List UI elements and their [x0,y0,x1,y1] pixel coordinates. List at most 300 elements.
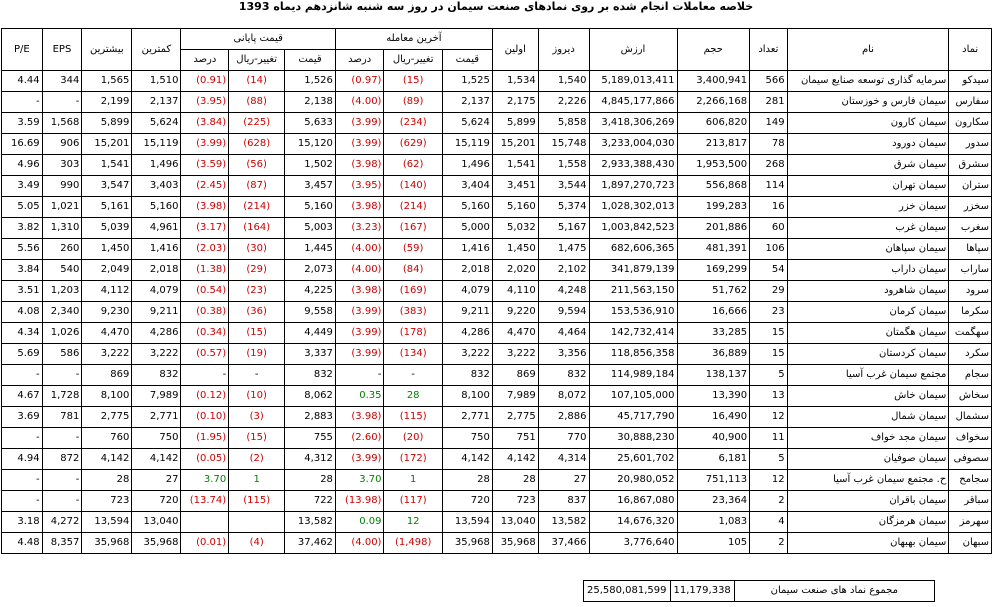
cell-symbol: سبهان [949,533,992,554]
cell-final-change: (3) [229,407,285,428]
cell-last-change: 12 [384,512,442,533]
cell-symbol: سدور [949,134,992,155]
cell-symbol: سکرد [949,344,992,365]
cell-last-change: (89) [384,92,442,113]
cell-eps: 344 [42,71,82,92]
cell-last-percent: - [335,365,384,386]
cell-first: 1,534 [492,71,538,92]
cell-symbol: سباقر [949,491,992,512]
cell-min: 720 [132,491,181,512]
header-first: اولین [492,29,538,71]
cell-yesterday: 1,475 [538,239,589,260]
cell-count: 114 [750,176,787,197]
cell-final-percent: (1.38) [181,260,229,281]
cell-value: 107,105,000 [589,386,677,407]
header-yesterday: دیروز [538,29,589,71]
header-final-price-group: قیمت پایانی [181,29,335,50]
cell-eps: 1,568 [42,113,82,134]
cell-final-percent: (0.10) [181,407,229,428]
cell-min: 2,771 [132,407,181,428]
cell-value: 4,845,177,866 [589,92,677,113]
table-row [2,176,992,197]
cell-last-percent: (3.95) [335,176,384,197]
cell-yesterday: 9,594 [538,302,589,323]
cell-last-price: 1,496 [442,155,492,176]
cell-symbol: سخاش [949,386,992,407]
cell-symbol: ستران [949,176,992,197]
cell-final-change: 1 [229,470,285,491]
cell-last-percent: (4.00) [335,239,384,260]
cell-first: 4,142 [492,449,538,470]
table-row [2,344,992,365]
cell-first: 13,040 [492,512,538,533]
cell-final-price: 8,062 [285,386,336,407]
cell-name: سیمان کرمان [787,302,949,323]
cell-max: 5,039 [82,218,132,239]
header-eps: EPS [42,29,82,71]
cell-pe: - [2,365,43,386]
cell-name: ح. مجتمع سیمان غرب آسیا [787,470,949,491]
cell-value: 211,563,150 [589,281,677,302]
cell-volume: 2,266,168 [677,92,750,113]
cell-symbol: سرود [949,281,992,302]
cell-last-percent: (0.97) [335,71,384,92]
cell-min: 750 [132,428,181,449]
cell-last-price: 2,137 [442,92,492,113]
cell-symbol: سخواف [949,428,992,449]
cell-eps: 4,272 [42,512,82,533]
cell-last-percent: (3.99) [335,134,384,155]
header-row-1 [2,29,992,50]
cell-last-change: (59) [384,239,442,260]
cell-last-percent: 0.09 [335,512,384,533]
table-row [2,323,992,344]
cell-first: 15,201 [492,134,538,155]
cell-count: 2 [750,491,787,512]
header-count: تعداد [750,29,787,71]
cell-symbol: سهرمز [949,512,992,533]
cell-final-price: 5,633 [285,113,336,134]
cell-final-percent: (0.34) [181,323,229,344]
cell-symbol: ساراب [949,260,992,281]
cell-final-change: (214) [229,197,285,218]
cell-final-change: (2) [229,449,285,470]
cell-last-change: (178) [384,323,442,344]
cell-first: 3,451 [492,176,538,197]
cell-max: 15,201 [82,134,132,155]
cell-volume: 201,886 [677,218,750,239]
cell-final-price: 832 [285,365,336,386]
cell-last-price: 1,525 [442,71,492,92]
cell-eps: 1,728 [42,386,82,407]
cell-count: 5 [750,365,787,386]
cell-last-percent: (3.98) [335,407,384,428]
cell-symbol: سهگمت [949,323,992,344]
cell-min: 4,286 [132,323,181,344]
cell-last-percent: (4.00) [335,533,384,554]
table-row [2,155,992,176]
cell-name: سیمان فارس و خوزستان [787,92,949,113]
cell-final-percent: (3.59) [181,155,229,176]
cell-final-percent: (13.74) [181,491,229,512]
cell-last-price: 1,416 [442,239,492,260]
cell-pe: 3.18 [2,512,43,533]
cell-count: 268 [750,155,787,176]
cell-last-change: (115) [384,407,442,428]
cell-min: 15,119 [132,134,181,155]
cell-max: 2,049 [82,260,132,281]
cell-last-change: 28 [384,386,442,407]
cell-last-change: (234) [384,113,442,134]
cell-final-percent: (3.99) [181,134,229,155]
cell-volume: 23,364 [677,491,750,512]
cell-final-price: 15,120 [285,134,336,155]
page-title: خلاصه معاملات انجام شده بر روی نمادهای صنعت سیمان در روز سه شنبه شانزدهم دیماه 1393 [238,0,754,13]
cell-name: سیمان شاهرود [787,281,949,302]
table-row [2,260,992,281]
cell-count: 12 [750,470,787,491]
cell-final-price: 4,225 [285,281,336,302]
cell-eps: 872 [42,449,82,470]
cell-pe: 3.84 [2,260,43,281]
trades-table [1,28,992,554]
cell-last-percent: 3.70 [335,470,384,491]
cell-final-change: (115) [229,491,285,512]
cell-yesterday: 5,858 [538,113,589,134]
cell-volume: 36,889 [677,344,750,365]
cell-last-percent: (3.99) [335,344,384,365]
cell-count: 78 [750,134,787,155]
cell-min: 3,222 [132,344,181,365]
cell-symbol: سفارس [949,92,992,113]
cell-final-price: 28 [285,470,336,491]
cell-value: 114,989,184 [589,365,677,386]
cell-eps: 1,203 [42,281,82,302]
cell-yesterday: 2,102 [538,260,589,281]
cell-last-percent: (3.98) [335,197,384,218]
cell-symbol: سغرب [949,218,992,239]
cell-last-percent: (2.60) [335,428,384,449]
header-value: ارزش [589,29,677,71]
cell-count: 149 [750,113,787,134]
cell-last-price: 35,968 [442,533,492,554]
cell-volume: 16,666 [677,302,750,323]
cell-eps: - [42,491,82,512]
cell-final-change: (23) [229,281,285,302]
cell-final-change: (225) [229,113,285,134]
cell-pe: 16.69 [2,134,43,155]
cell-final-price: 37,462 [285,533,336,554]
cell-name: سیمان باقران [787,491,949,512]
cell-name: سرمایه گذاری توسعه صنایع سیمان [787,71,949,92]
cell-volume: 16,490 [677,407,750,428]
table-row [2,365,992,386]
cell-pe: 3.59 [2,113,43,134]
cell-final-price: 2,883 [285,407,336,428]
cell-max: 1,565 [82,71,132,92]
cell-last-percent: (3.99) [335,302,384,323]
cell-max: 28 [82,470,132,491]
cell-max: 2,199 [82,92,132,113]
cell-min: 1,510 [132,71,181,92]
cell-final-price: 5,003 [285,218,336,239]
cell-yesterday: 1,540 [538,71,589,92]
cell-final-change [229,512,285,533]
table-row [2,281,992,302]
cell-name: سیمان شرق [787,155,949,176]
cell-yesterday: 770 [538,428,589,449]
cell-max: 1,541 [82,155,132,176]
cell-yesterday: 1,558 [538,155,589,176]
cell-pe: - [2,491,43,512]
cell-last-change: (140) [384,176,442,197]
cell-volume: 51,762 [677,281,750,302]
cell-name: سیمان سپاهان [787,239,949,260]
cell-count: 60 [750,218,787,239]
cell-last-price: 13,594 [442,512,492,533]
cell-name: سیمان کارون [787,113,949,134]
cell-count: 15 [750,344,787,365]
cell-volume: 6,181 [677,449,750,470]
cell-count: 4 [750,512,787,533]
cell-value: 118,856,358 [589,344,677,365]
cell-last-price: 28 [442,470,492,491]
cell-min: 5,624 [132,113,181,134]
cell-last-percent: (3.99) [335,113,384,134]
cell-yesterday: 2,226 [538,92,589,113]
table-row [2,197,992,218]
cell-first: 751 [492,428,538,449]
cell-max: 5,161 [82,197,132,218]
cell-pe: 3.49 [2,176,43,197]
cell-volume: 13,390 [677,386,750,407]
cell-last-change: (167) [384,218,442,239]
cell-max: 8,100 [82,386,132,407]
cell-last-change: 1 [384,470,442,491]
cell-count: 106 [750,239,787,260]
cell-count: 566 [750,71,787,92]
cell-first: 869 [492,365,538,386]
table-row [2,449,992,470]
cell-last-percent: (4.00) [335,92,384,113]
cell-eps: 1,021 [42,197,82,218]
table-body [2,71,992,554]
cell-final-percent [181,512,229,533]
cell-name: سیمان مجد خواف [787,428,949,449]
cell-volume: 105 [677,533,750,554]
cell-value: 16,867,080 [589,491,677,512]
cell-final-price: 9,558 [285,302,336,323]
cell-volume: 169,299 [677,260,750,281]
cell-max: 3,222 [82,344,132,365]
cell-final-price: 1,526 [285,71,336,92]
cell-count: 54 [750,260,787,281]
cell-eps: 906 [42,134,82,155]
cell-first: 1,450 [492,239,538,260]
cell-eps: - [42,428,82,449]
cell-final-price: 4,449 [285,323,336,344]
cell-final-change: (29) [229,260,285,281]
cell-max: 35,968 [82,533,132,554]
cell-final-percent: (0.54) [181,281,229,302]
cell-final-price: 1,502 [285,155,336,176]
cell-name: سیمان تهران [787,176,949,197]
cell-eps: 586 [42,344,82,365]
cell-final-change: (56) [229,155,285,176]
cell-eps: 781 [42,407,82,428]
cell-final-percent: (3.95) [181,92,229,113]
header-final-percent: درصد [181,50,229,71]
cell-max: 4,112 [82,281,132,302]
cell-eps: 260 [42,239,82,260]
cell-value: 142,732,414 [589,323,677,344]
cell-pe: 4.48 [2,533,43,554]
cell-min: 4,961 [132,218,181,239]
cell-volume: 751,113 [677,470,750,491]
cell-final-percent: (0.91) [181,71,229,92]
cell-pe: 4.94 [2,449,43,470]
cell-volume: 33,285 [677,323,750,344]
cell-name: سیمان شمال [787,407,949,428]
cell-first: 5,032 [492,218,538,239]
cell-yesterday: 15,748 [538,134,589,155]
cell-last-price: 5,000 [442,218,492,239]
cell-yesterday: 4,248 [538,281,589,302]
cell-final-change: (15) [229,428,285,449]
cell-volume: 1,083 [677,512,750,533]
table-row [2,302,992,323]
cell-name: سیمان بهبهان [787,533,949,554]
cell-last-change: (383) [384,302,442,323]
cell-yesterday: 3,356 [538,344,589,365]
cell-count: 13 [750,386,787,407]
cell-final-percent: (0.05) [181,449,229,470]
cell-min: 9,211 [132,302,181,323]
cell-last-percent: (4.00) [335,260,384,281]
cell-pe: 3.51 [2,281,43,302]
cell-last-change: (84) [384,260,442,281]
cell-last-change: (15) [384,71,442,92]
cell-last-percent: (3.98) [335,281,384,302]
cell-final-price: 2,138 [285,92,336,113]
cell-last-percent: (3.23) [335,218,384,239]
cell-name: سیمان داراب [787,260,949,281]
cell-yesterday: 4,464 [538,323,589,344]
cell-yesterday: 3,544 [538,176,589,197]
cell-final-percent: (1.95) [181,428,229,449]
cell-last-price: 750 [442,428,492,449]
header-final-change: تغییر-ریال [229,50,285,71]
cell-final-percent: - [181,365,229,386]
summary-label: مجموع نماد های صنعت سیمان [734,581,934,602]
cell-last-change: (629) [384,134,442,155]
cell-pe: 4.67 [2,386,43,407]
cell-first: 2,175 [492,92,538,113]
cell-volume: 3,400,941 [677,71,750,92]
cell-eps: 1,026 [42,323,82,344]
cell-final-percent: 3.70 [181,470,229,491]
cell-volume: 199,283 [677,197,750,218]
cell-symbol: سصوفی [949,449,992,470]
cell-final-percent: (0.38) [181,302,229,323]
cell-final-percent: (2.45) [181,176,229,197]
cell-yesterday: 27 [538,470,589,491]
cell-first: 1,541 [492,155,538,176]
cell-volume: 481,391 [677,239,750,260]
cell-max: 5,899 [82,113,132,134]
header-final-price: قیمت [285,50,336,71]
cell-max: 4,470 [82,323,132,344]
cell-count: 2 [750,533,787,554]
cell-pe: - [2,92,43,113]
cell-value: 2,933,388,430 [589,155,677,176]
table-row [2,92,992,113]
cell-last-price: 9,211 [442,302,492,323]
cell-first: 5,160 [492,197,538,218]
cell-value: 20,980,052 [589,470,677,491]
table-row [2,533,992,554]
cell-last-percent: (3.99) [335,323,384,344]
cell-final-percent: (3.17) [181,218,229,239]
cell-value: 1,003,842,523 [589,218,677,239]
cell-name: سیمان صوفیان [787,449,949,470]
cell-first: 4,470 [492,323,538,344]
cell-volume: 606,820 [677,113,750,134]
cell-last-price: 8,100 [442,386,492,407]
cell-last-percent: (3.99) [335,449,384,470]
cell-last-change: - [384,365,442,386]
cell-final-price: 3,337 [285,344,336,365]
cell-eps: - [42,470,82,491]
cell-final-change: (36) [229,302,285,323]
cell-volume: 40,900 [677,428,750,449]
table-row [2,218,992,239]
cell-symbol: سکارون [949,113,992,134]
cell-eps: 303 [42,155,82,176]
cell-symbol: سیدکو [949,71,992,92]
cell-min: 4,079 [132,281,181,302]
cell-min: 7,989 [132,386,181,407]
cell-min: 4,142 [132,449,181,470]
cell-last-change: (214) [384,197,442,218]
header-volume: حجم [677,29,750,71]
cell-yesterday: 13,582 [538,512,589,533]
cell-pe: 5.05 [2,197,43,218]
cell-first: 5,899 [492,113,538,134]
cell-final-price: 3,457 [285,176,336,197]
summary-table [583,580,935,602]
table-row [2,491,992,512]
cell-last-change: (134) [384,344,442,365]
cell-value: 3,776,640 [589,533,677,554]
cell-final-price: 2,073 [285,260,336,281]
cell-final-price: 4,312 [285,449,336,470]
cell-final-price: 755 [285,428,336,449]
cell-final-change: (30) [229,239,285,260]
cell-count: 5 [750,449,787,470]
cell-yesterday: 832 [538,365,589,386]
cell-min: 13,040 [132,512,181,533]
cell-last-price: 2,018 [442,260,492,281]
cell-volume: 556,868 [677,176,750,197]
cell-eps: 1,310 [42,218,82,239]
header-last-change: تغییر-ریال [384,50,442,71]
cell-value: 30,888,230 [589,428,677,449]
cell-final-change: - [229,365,285,386]
cell-last-price: 4,079 [442,281,492,302]
cell-pe: 4.08 [2,302,43,323]
cell-final-change: (88) [229,92,285,113]
